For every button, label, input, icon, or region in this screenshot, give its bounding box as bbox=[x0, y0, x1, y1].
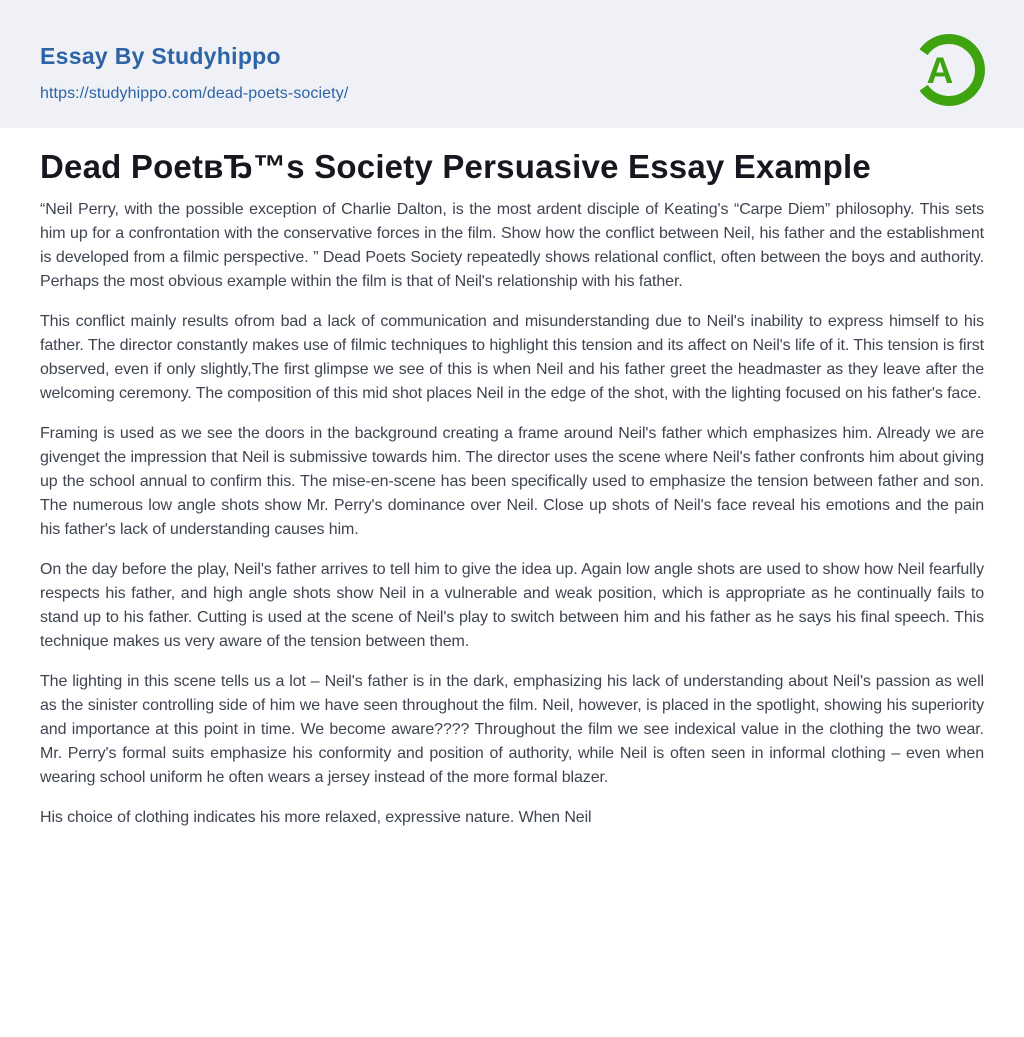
essay-content bbox=[0, 150, 1024, 830]
source-url-link[interactable]: https://studyhippo.com/dead-poets-society/ bbox=[40, 85, 349, 102]
essay-paragraph: Framing is used as we see the doors in the background creating a frame around Neil's father which emphasizes him. Already we are givenget the impression that Neil is submissive towards him. The director uses the scene where Neil's father confronts him about giving up the school annual to confirm this. The mise-en-scene has been specifically used to emphasize the tension between father and son. The numerous low angle shots show Mr. Perry's dominance over Neil. Close up shots of Neil's face reveal his emotions and the pain his father's lack of understanding causes him. bbox=[40, 425, 984, 538]
article-title: Dead PoetвЂ™s Society Persuasive Essay Example bbox=[40, 148, 871, 185]
logo-letter: A bbox=[926, 50, 954, 91]
essay-paragraph: His choice of clothing indicates his more relaxed, expressive nature. When Neil bbox=[40, 809, 592, 826]
brand-title: Essay By Studyhippo bbox=[40, 43, 281, 69]
studyhippo-logo-icon bbox=[910, 31, 988, 109]
essay-paragraph: This conflict mainly results ofrom bad a lack of communication and misunderstanding due to Neil's inability to express himself to his father. The director constantly makes use of filmic techniques to highlight this tension and its affect on Neil's life of it. This tension is first observed, even if only slightly,The first glimpse we see of this is when Neil and his father greet the headmaster as they leave after the welcoming ceremony. The composition of this mid shot places Neil in the edge of the shot, with the lighting focused on his father's face. bbox=[40, 313, 984, 402]
essay-paragraph: On the day before the play, Neil's father arrives to tell him to give the idea up. Again low angle shots are used to show how Neil fearfully respects his father, and high angle shots show Neil in a vulnerable and weak position, which is appropriate as he continually fails to stand up to his father. Cutting is used at the scene of Neil's play to switch between him and his father as he says his final speech. This technique makes us very aware of the tension between them. bbox=[40, 561, 984, 650]
essay-body bbox=[40, 198, 984, 830]
essay-paragraph: “Neil Perry, with the possible exception of Charlie Dalton, is the most ardent disciple of Keating's “Carpe Diem” philosophy. This sets him up for a confrontation with the conservative forces in the film. Show how the conflict between Neil, his father and the establishment is developed from a filmic perspective. ” Dead Poets Society repeatedly shows relational conflict, often between the boys and authority. Perhaps the most obvious example within the film is that of Neil's relationship with his father. bbox=[40, 201, 984, 290]
page-header bbox=[0, 0, 1024, 128]
essay-paragraph: The lighting in this scene tells us a lot – Neil's father is in the dark, emphasizing his lack of understanding about Neil's passion as well as the sinister controlling side of him we have seen throughout the film. Neil, however, is placed in the spotlight, showing his superiority and importance at this point in time. We become aware???? Throughout the film we see indexical value in the clothing the two wear. Mr. Perry's formal suits emphasize his conformity and position of authority, while Neil is often seen in informal clothing – even when wearing school uniform he often wears a jersey instead of the more formal blazer. bbox=[40, 673, 984, 786]
